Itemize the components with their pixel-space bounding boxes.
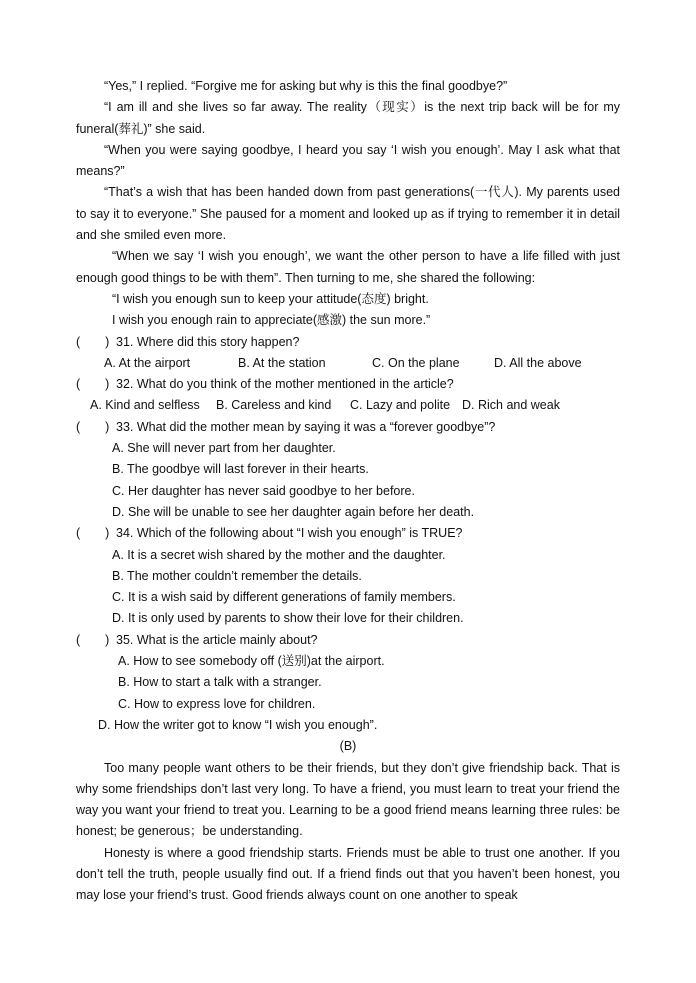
option-d[interactable]: D. Rich and weak [462, 398, 560, 413]
question-stem: 31. Where did this story happen? [116, 334, 300, 349]
wish-line: “I wish you enough sun to keep your attitude(态度) bright. [112, 291, 429, 306]
answer-blank[interactable]: ( ) [76, 526, 110, 541]
option-c[interactable]: C. On the plane [372, 355, 460, 370]
passage-paragraph: Honesty is where a good friendship starts. Friends must be able to trust one another. If you don’t tell the truth, people usually find out. If a friend finds out that you haven’t been honest, you may lose your friend’s trust. Good friends always count on one another to speak [76, 845, 620, 903]
question-31-options [76, 353, 620, 374]
option-b[interactable]: B. At the station [238, 355, 326, 370]
answer-blank[interactable]: ( ) [76, 419, 110, 434]
answer-blank[interactable]: ( ) [76, 334, 110, 349]
passage-paragraph: “That’s a wish that has been handed down from past generations(一代人). My parents used to say it to everyone.” She paused for a moment and looked up as if trying to remember it in detail and she smiled even more. [76, 185, 620, 243]
option-d[interactable]: D. How the writer got to know “I wish you enough”. [98, 717, 378, 732]
option-d[interactable]: D. All the above [494, 355, 582, 370]
passage-paragraph: “Yes,” I replied. “Forgive me for asking but why is this the final goodbye?” [104, 79, 508, 93]
passage-paragraph: “When we say ‘I wish you enough’, we want the other person to have a life filled with just enough good things to be with them”. Then turning to me, she shared the following: [76, 249, 620, 285]
option-c[interactable]: C. It is a wish said by different generations of family members. [112, 590, 456, 605]
passage-paragraph: “When you were saying goodbye, I heard you say ‘I wish you enough’. May I ask what that means?” [76, 142, 620, 179]
option-a[interactable]: A. How to see somebody off (送别)at the airport. [118, 654, 385, 669]
question-stem: 33. What did the mother mean by saying it was a “forever goodbye”? [116, 419, 496, 434]
option-b[interactable]: B. The mother couldn’t remember the details. [112, 568, 362, 583]
question-32 [76, 374, 620, 395]
section-heading: (B) [339, 739, 357, 754]
passage-paragraph: Too many people want others to be their friends, but they don’t give friendship back. That is why some friendships don’t last very long. To have a friend, you must learn to treat your friend the way you want your friend to treat you. Learning to be a good friend means learning three rules: be honest; be generous；be understanding. [76, 760, 620, 839]
answer-blank[interactable]: ( ) [76, 632, 110, 647]
option-a[interactable]: A. Kind and selfless [90, 398, 200, 413]
passage-paragraph: “I am ill and she lives so far away. The reality（现实）is the next trip back will be for my funeral(葬礼)” she said. [76, 100, 620, 136]
option-d[interactable]: D. It is only used by parents to show their love for their children. [112, 611, 464, 626]
answer-blank[interactable]: ( ) [76, 377, 110, 392]
option-b[interactable]: B. The goodbye will last forever in their hearts. [112, 462, 369, 477]
option-a[interactable]: A. It is a secret wish shared by the mother and the daughter. [112, 547, 446, 562]
question-31 [76, 332, 620, 353]
question-stem: 35. What is the article mainly about? [116, 632, 318, 647]
option-b[interactable]: B. How to start a talk with a stranger. [118, 675, 322, 690]
question-32-options [76, 395, 620, 416]
option-d[interactable]: D. She will be unable to see her daughter again before her death. [112, 504, 475, 519]
question-stem: 32. What do you think of the mother mentioned in the article? [116, 377, 454, 392]
question-33 [76, 417, 620, 438]
option-c[interactable]: C. How to express love for children. [118, 696, 316, 711]
wish-line: I wish you enough rain to appreciate(感激) the sun more.” [112, 313, 431, 328]
option-c[interactable]: C. Her daughter has never said goodbye to her before. [112, 483, 415, 498]
question-stem: 34. Which of the following about “I wish you enough” is TRUE? [116, 526, 463, 541]
question-34 [76, 523, 620, 544]
option-a[interactable]: A. At the airport [104, 355, 191, 370]
question-35 [76, 630, 620, 651]
option-a[interactable]: A. She will never part from her daughter. [112, 441, 336, 456]
option-c[interactable]: C. Lazy and polite [350, 398, 451, 413]
page-content [76, 76, 620, 907]
option-b[interactable]: B. Careless and kind [216, 398, 332, 413]
